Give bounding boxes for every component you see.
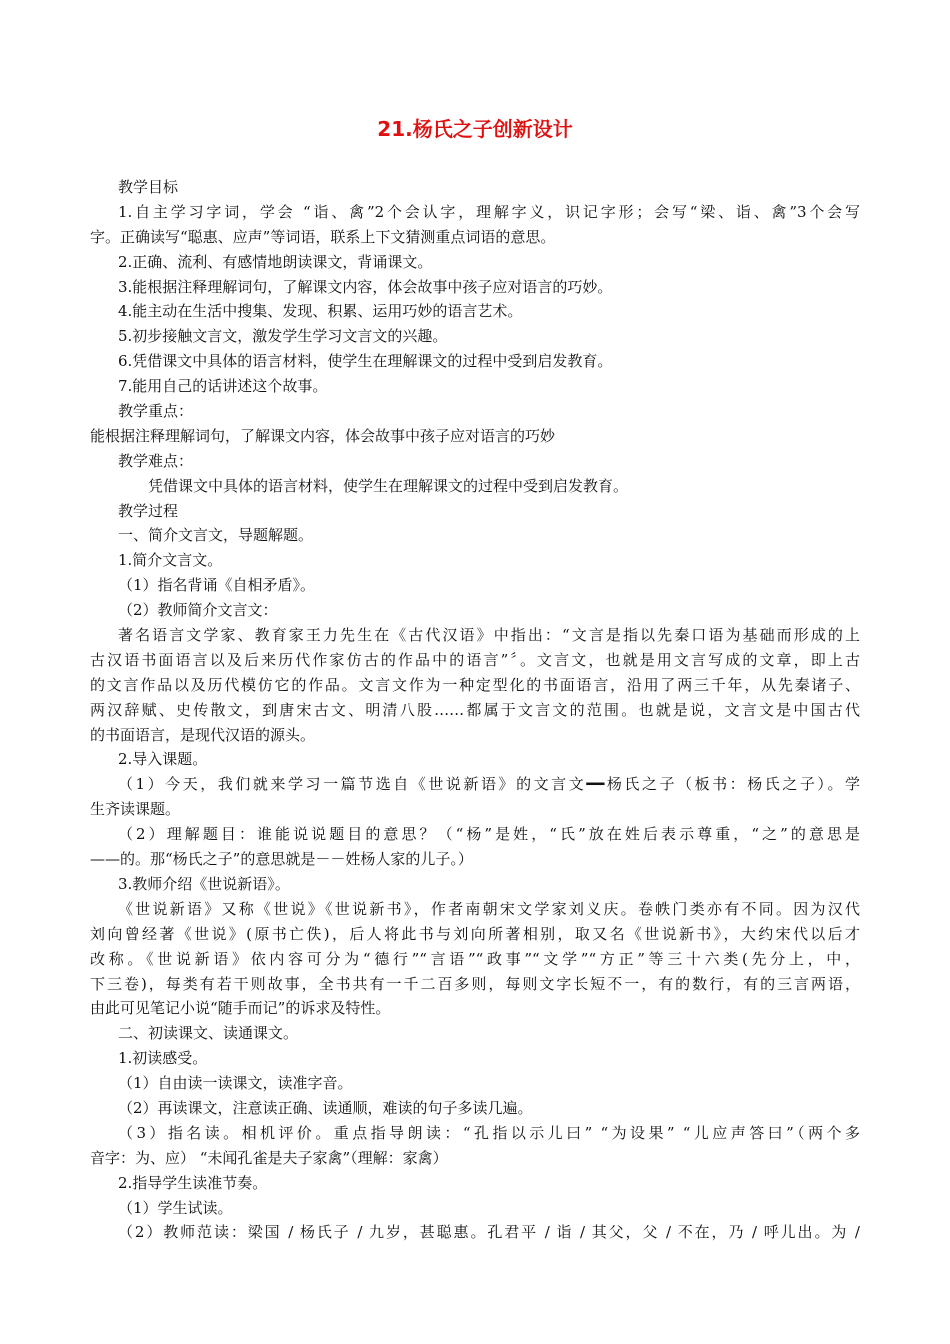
paragraph-line: （2）理解题目：谁能说说题目的意思？（“杨”是姓，“氏”放在姓后表示尊重，“之”的意思是 [118,825,860,844]
paragraph-line: 5.初步接触文言文，激发学生学习文言文的兴趣。 [118,327,448,346]
paragraph-line: 古汉语书面语言以及后来历代作家仿古的作品中的语言”〞。文言文，也就是用文言写成的文章，即上古 [90,650,860,669]
section-heading: 一、简介文言文，导题解题。 [118,526,314,545]
paragraph-line: 能根据注释理解词句，了解课文内容，体会故事中孩子应对语言的巧妙 [90,426,556,445]
paragraph-line: 刘向曾经著《世说》(原书亡佚)，后人将此书与刘向所著相别，取又名《世说新书》，大约宋代以后才 [90,924,860,943]
paragraph-line: 3.教师介绍《世说新语》。 [118,874,290,893]
paragraph-line: （1）指名背诵《自相矛盾》。 [118,576,316,595]
paragraph-line: 音字：为、应） “未闻孔雀是夫子家禽”（理解：家禽） [90,1148,448,1167]
paragraph-line: 生齐读课题。 [90,800,181,819]
paragraph-line: 的文言作品以及历代模仿它的作品。文言文作为一种定型化的书面语言，沿用了两三千年，从先秦诸子、 [90,675,860,694]
paragraph-line: 字。正确读写“聪惠、应声”等词语，联系上下文猜测重点词语的意思。 [90,227,556,246]
paragraph-line: （1）自由读一读课文，读准字音。 [118,1074,353,1093]
paragraph-line: 两汉辞赋、史传散文，到唐宋古文、明清八股……都属于文言文的范围。也就是说，文言文是中国古代 [90,700,860,719]
paragraph-line: 2.导入课题。 [118,750,208,769]
heading-difficulties: 教学难点： [118,451,194,470]
paragraph-line: （1）学生试读。 [118,1198,233,1217]
document-title: 21.杨氏之子创新设计 [377,117,573,141]
paragraph-line: （3）指名读。相机评价。重点指导朗读：“孔指以示儿曰” “为设果” “儿应声答曰”（两个多 [118,1123,860,1142]
paragraph-line: 3.能根据注释理解词句，了解课文内容，体会故事中孩子应对语言的巧妙。 [118,277,613,296]
document-body [90,175,860,1245]
paragraph-line: 2.正确、流利、有感情地朗读课文，背诵课文。 [118,252,433,271]
paragraph-line: 1.初读感受。 [118,1049,208,1068]
paragraph-line: 1.简介文言文。 [118,551,223,570]
paragraph-line: 1.自主学习字词，学会 “诣、禽”2个会认字，理解字义，识记字形；会写“梁、诣、禽”3个会写 [118,202,860,221]
paragraph-line: 由此可见笔记小说“随手而记”的诉求及特性。 [90,999,391,1018]
paragraph-line: （2）再读课文，注意读正确、读通顺，难读的句子多读几遍。 [118,1098,533,1117]
paragraph-line: 6.凭借课文中具体的语言材料，使学生在理解课文的过程中受到启发教育。 [118,352,613,371]
paragraph-line: 7.能用自己的话讲述这个故事。 [118,377,328,396]
section-heading: 二、初读课文、读通课文。 [118,1024,299,1043]
paragraph-line: 4.能主动在生活中搜集、发现、积累、运用巧妙的语言艺术。 [118,302,523,321]
paragraph-line: 的书面语言，是现代汉语的源头。 [90,725,316,744]
heading-objectives: 教学目标 [118,178,179,196]
paragraph-line: 下三卷)，每类有若干则故事，全书共有一千二百多则，每则文字长短不一，有的数行，有的三言两语， [90,974,860,993]
paragraph-line: （1）今天，我们就来学习一篇节选自《世说新语》的文言文━━杨氏之子（板书：杨氏之子）。学 [118,775,860,794]
paragraph-line: 著名语言文学家、教育家王力先生在《古代汉语》中指出：“文言是指以先秦口语为基础而形成的上 [118,626,860,645]
paragraph-line: 2.指导学生读准节奏。 [118,1173,268,1192]
paragraph-line: 凭借课文中具体的语言材料，使学生在理解课文的过程中受到启发教育。 [148,476,629,495]
paragraph-line: （2）教师范读：梁国 / 杨氏子 / 九岁，甚聪惠。孔君平 / 诣 / 其父，父 / 不在，乃 / 呼儿出。为 / [118,1223,860,1242]
heading-process: 教学过程 [118,501,179,520]
paragraph-line: （2）教师简介文言文： [118,601,278,620]
paragraph-line: ——的。那“杨氏之子”的意思就是－－姓杨人家的儿子。） [90,850,473,869]
paragraph-line: 《世说新语》又称《世说》《世说新书》，作者南朝宋文学家刘义庆。卷帙门类亦有不同。因为汉代 [118,899,860,918]
heading-key-points: 教学重点： [118,402,194,421]
paragraph-line: 改称。《世说新语》依内容可分为“德行”“言语”“政事”“文学”“方正”等三十六类(先分上，中， [90,949,860,968]
